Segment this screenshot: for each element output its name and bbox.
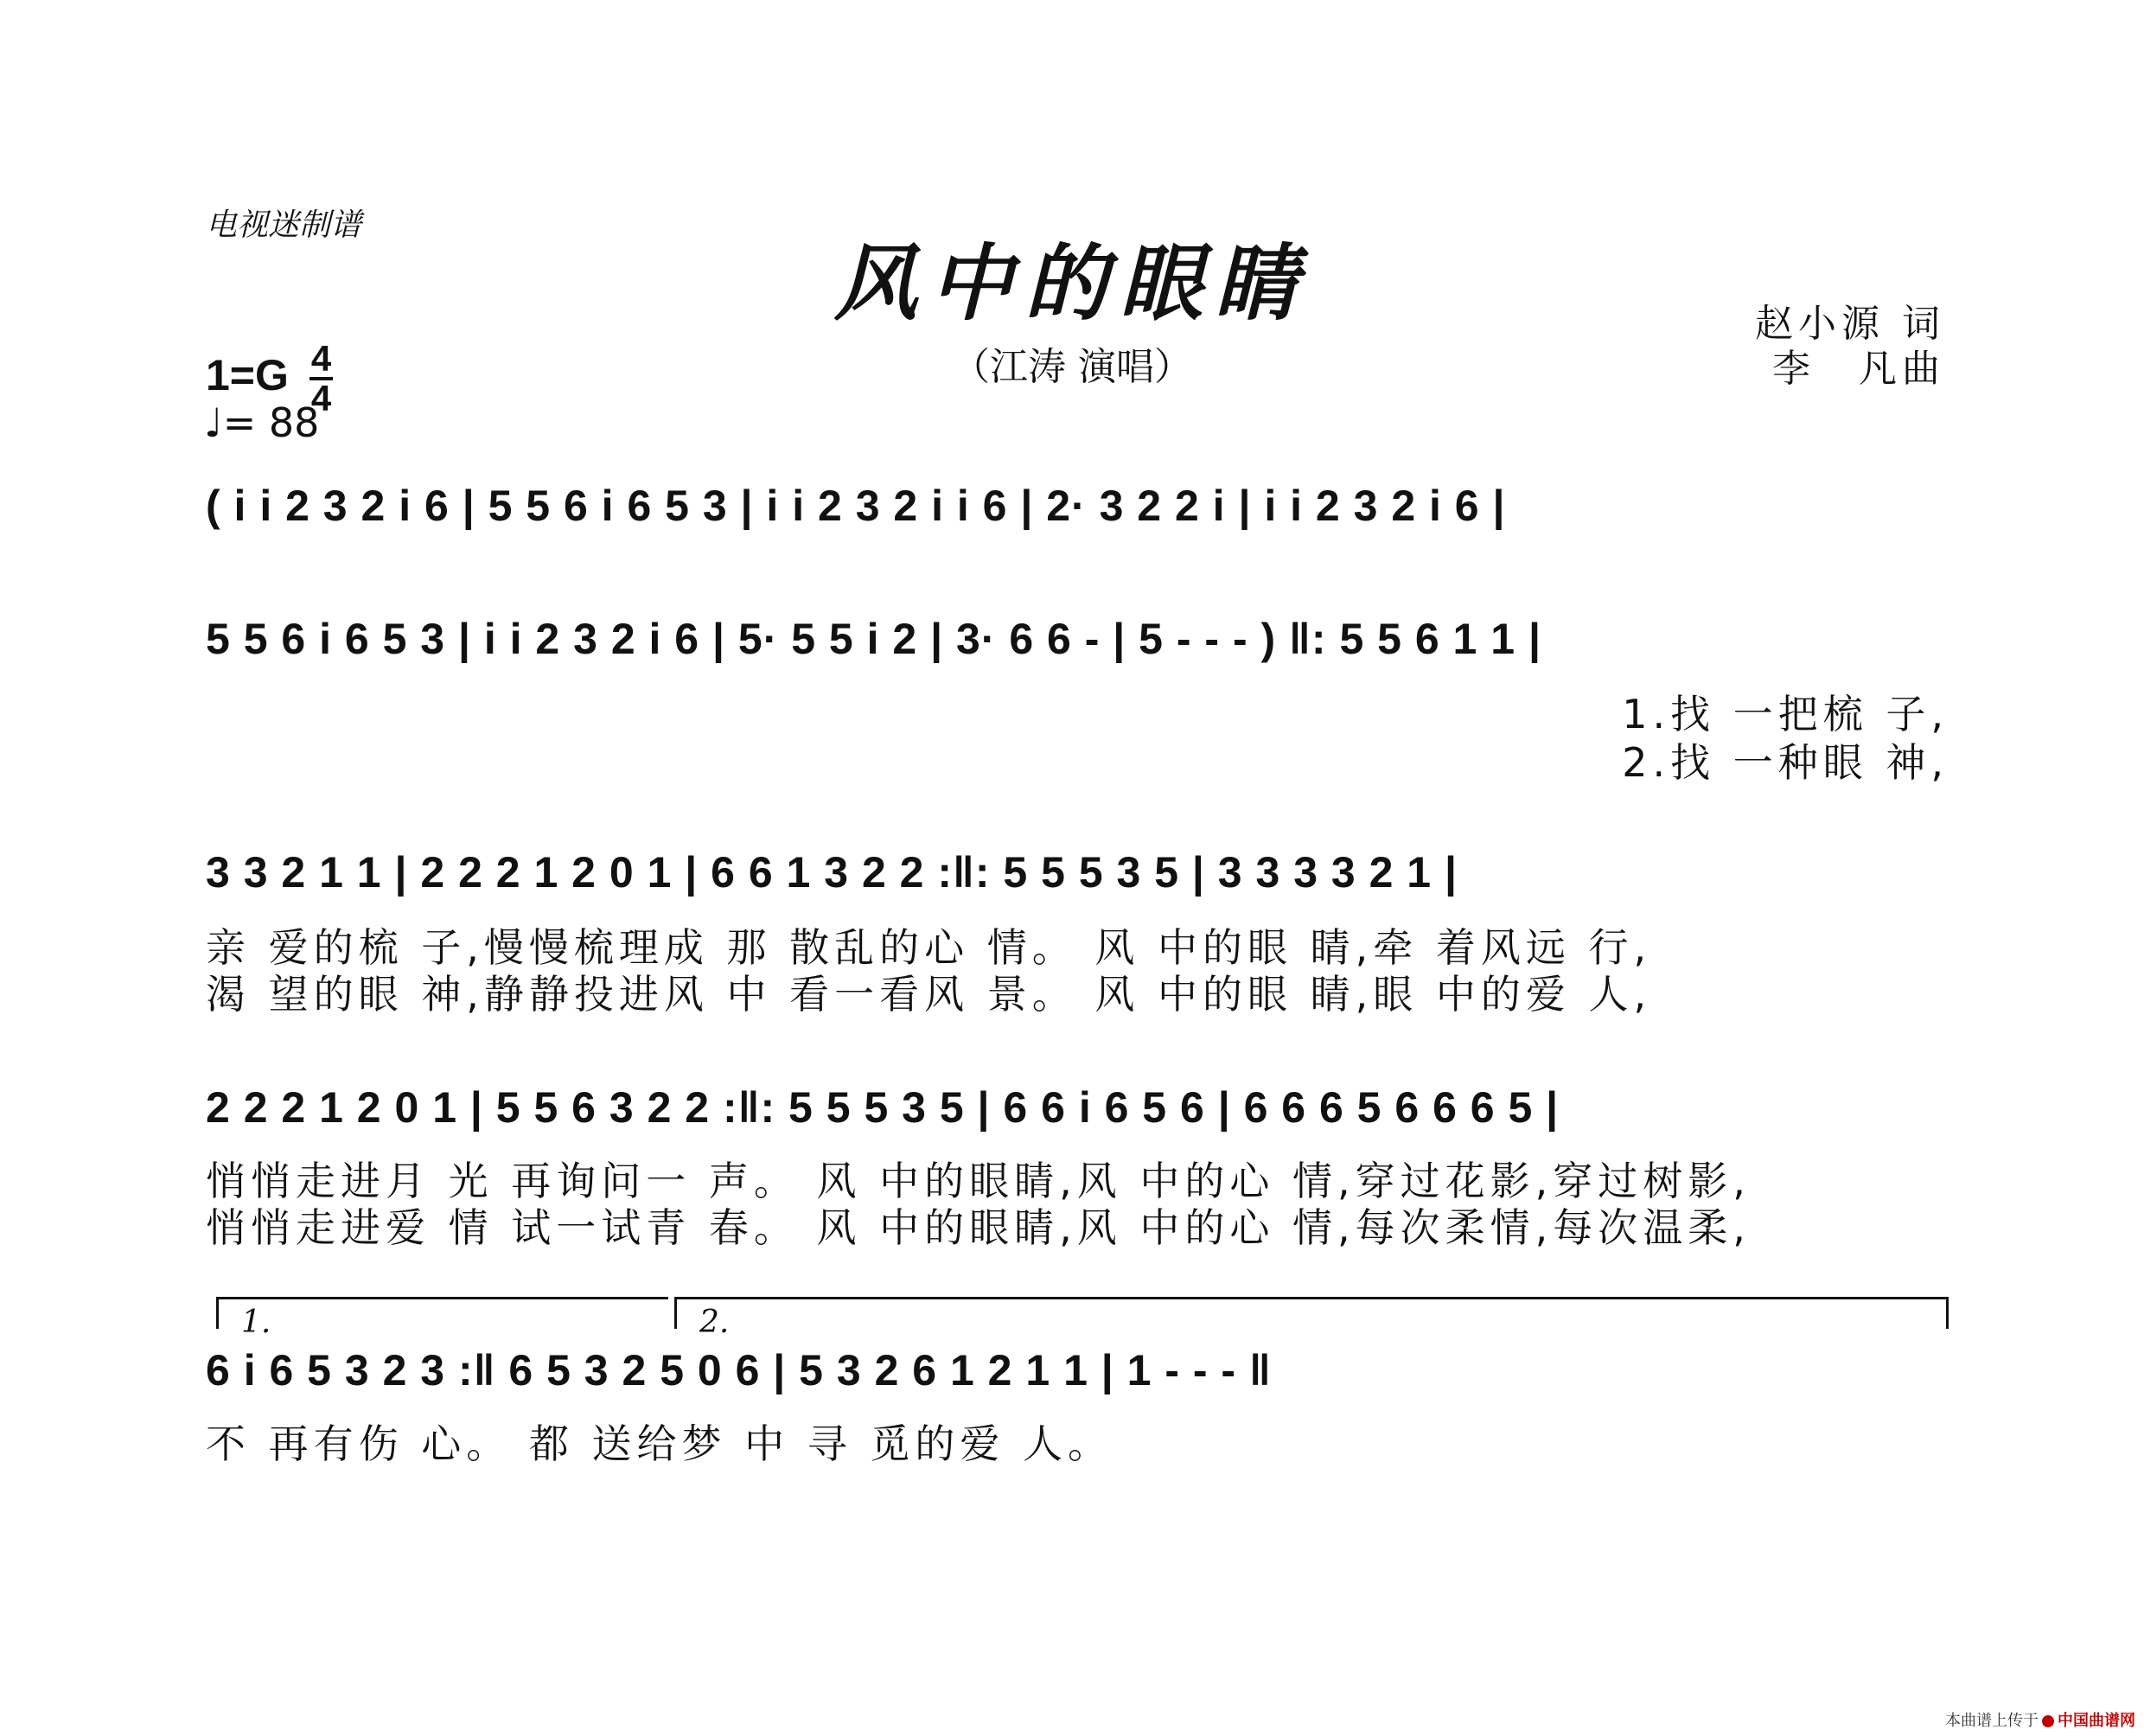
volta-label-2: 2. (699, 1305, 730, 1340)
volta-bracket-2 (674, 1297, 1949, 1340)
notation-line-4: 2 2 2 1 2 0 1 | 5 5 6 3 2 2 :‖: 5 5 5 3 5 | 6 6 i 6 5 6 | 6 6 6 5 6 6 6 5 | (206, 1083, 1560, 1132)
notation-line-1: ( i i 2 3 2 i 6 | 5 5 6 i 6 5 3 | i i 2 3 2 i i 6 | 2· 3 2 2 i | i i 2 3 2 i 6 | (206, 482, 1506, 530)
tempo-marking: ♩= 88 (204, 399, 320, 446)
lyric-line-2-verse-2: 2.找 一种眼 神, (1622, 739, 1949, 786)
song-title: 风中的眼睛 (834, 234, 1310, 332)
watermark-brand: 中国曲谱网 (2058, 1712, 2135, 1730)
volta-label-1: 1. (241, 1305, 271, 1340)
lyric-line-3-verse-2: 渴 望的眼 神,静静投进风 中 看一看风 景。 风 中的眼 睛,眼 中的爱 人, (206, 971, 1652, 1018)
notation-line-5: 6 i 6 5 3 2 3 :‖ 6 5 3 2 5 0 6 | 5 3 2 6 1 2 1 1 | 1 - - - ‖ (206, 1346, 1272, 1395)
site-logo-icon (2042, 1715, 2054, 1727)
notation-line-3: 3 3 2 1 1 | 2 2 2 1 2 0 1 | 6 6 1 3 2 2 :‖: 5 5 5 3 5 | 3 3 3 3 2 1 | (206, 848, 1458, 897)
watermark-text: 本曲谱上传于 (1945, 1712, 2039, 1730)
volta-bracket-1 (216, 1297, 668, 1340)
notation-line-2: 5 5 6 i 6 5 3 | i i 2 3 2 i 6 | 5· 5 5 i 2 | 3· 6 6 - | 5 - - - ) ‖: 5 5 6 1 1 | (206, 615, 1541, 663)
time-signature-top: 4 (310, 338, 332, 379)
lyric-line-5: 不 再有伤 心。 都 送给梦 中 寻 觅的爱 人。 (206, 1420, 1113, 1467)
performer-credit: （江涛 演唱） (952, 345, 1192, 389)
arranger-credit: 电视迷制谱 (206, 207, 362, 243)
lyric-line-3-verse-1: 亲 爱的梳 子,慢慢梳理成 那 散乱的心 情。 风 中的眼 睛,牵 着风远 行, (206, 924, 1652, 971)
lyric-line-4-verse-2: 悄悄走进爱 情 试一试青 春。 风 中的眼睛,风 中的心 情,每次柔情,每次温柔, (206, 1204, 1751, 1251)
time-signature-bottom: 4 (310, 378, 332, 418)
lyricist-credit: 赵小源 词 (1755, 302, 1945, 346)
lyric-line-2-verse-1: 1.找 一把梳 子, (1622, 691, 1949, 737)
site-watermark (1945, 1708, 2135, 1731)
key-label: 1=G (206, 351, 289, 400)
composer-credit: 李 凡曲 (1772, 347, 1945, 391)
lyric-line-4-verse-1: 悄悄走进月 光 再询问一 声。 风 中的眼睛,风 中的心 情,穿过花影,穿过树影, (206, 1158, 1751, 1204)
